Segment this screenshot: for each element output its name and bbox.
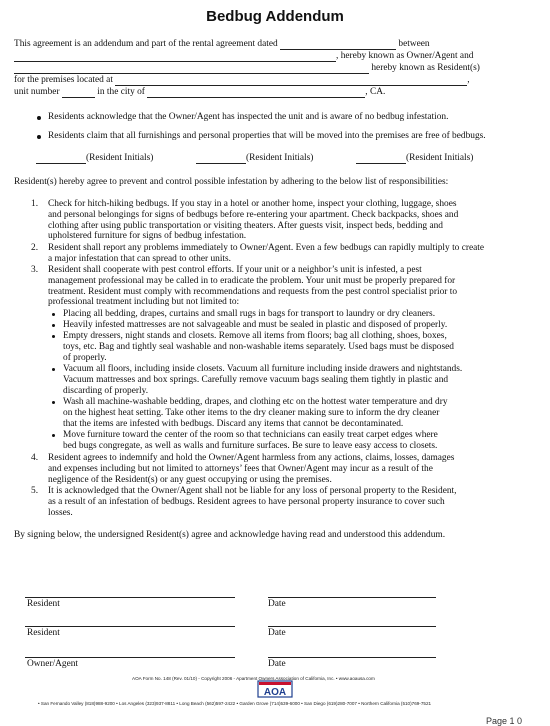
item-2: Resident shall report any problems immediately to Owner/Agent. Even a few bedbugs can rapidly multiply to create a major infestation that can spread to other units.	[48, 243, 485, 264]
initials-2: (Resident Initials)	[196, 153, 313, 164]
date-label: Date	[268, 599, 286, 609]
footer-contacts: • San Fernando Valley (818)988-9200 • Los Angeles (323)937-8811 • Long Beach (562)597-2422 • Garden Grove (714)539-6000 • San Diego (619)280-7007 • Northern California (510)769-7521	[38, 701, 432, 706]
subitem-3: Empty dressers, night stands and closets. Remove all items from floors; bag all clothing, shoes, boxes, toys, etc. Bag and tightly seal washable and non-washable items separately. Used bags must be disposed of properly.	[63, 331, 454, 363]
subitem-5: Wash all machine-washable bedding, drapes, and clothing etc on the hottest water temperature and dry on the highest heat setting. Take other items to the dry cleaner making sure to inform the dry cleaner that the items are infested with bedbugs. Discard any items that cannot be decontaminated.	[63, 397, 448, 429]
bullet-icon	[52, 313, 55, 316]
acknowledgement-2: Residents claim that all furnishings and personal properties that will be moved into the premises are free of bedbugs.	[48, 131, 486, 141]
initials-blank[interactable]	[196, 154, 246, 164]
subitem-2: Heavily infested mattresses are not salvageable and must be sealed in plastic and disposed of properly.	[63, 320, 448, 330]
resident-signature-line[interactable]	[25, 626, 235, 627]
owner-agent-blank[interactable]	[14, 52, 336, 62]
acknowledgement-1: Residents acknowledge that the Owner/Agent has inspected the unit and is aware of no bedbug infestation.	[48, 112, 449, 122]
page-number: Page 1 0	[486, 716, 523, 726]
bullet-icon	[52, 401, 55, 404]
date-label: Date	[268, 628, 286, 638]
initials-3: (Resident Initials)	[356, 153, 473, 164]
item-number: 1.	[31, 199, 39, 209]
resident-name-blank[interactable]	[14, 64, 369, 74]
date-signature-line[interactable]	[268, 626, 436, 627]
bullet-icon	[37, 135, 41, 139]
bullet-icon	[37, 116, 41, 120]
bullet-icon	[52, 335, 55, 338]
rental-date-blank[interactable]	[280, 40, 396, 50]
signature-label: Owner/Agent	[27, 659, 79, 669]
aoa-logo-icon	[257, 680, 293, 698]
unit-number-blank[interactable]	[62, 88, 95, 98]
item-5: It is acknowledged that the Owner/Agent shall not be liable for any loss of personal property to the Resident, as a result of an infestation of bedbugs. Resident agrees to have personal property insurance to cover such losses.	[48, 486, 457, 518]
svg-text:AOA: AOA	[263, 687, 287, 698]
item-4: Resident agrees to indemnify and hold the Owner/Agent harmless from any actions, claims, losses, damages and expenses including but not limited to attorneys’ fees that Owner/Agent may incur as a result of the negligence of the Resident(s) or any guest occupying or using the premises.	[48, 453, 455, 485]
signature-label: Resident	[27, 599, 60, 609]
date-signature-line[interactable]	[268, 657, 436, 658]
owner-agent-signature-line[interactable]	[25, 657, 235, 658]
signature-label: Resident	[27, 628, 60, 638]
item-number: 5.	[31, 486, 39, 496]
item-number: 4.	[31, 453, 39, 463]
intro-line-3: hereby known as Resident(s)	[14, 63, 480, 74]
item-number: 2.	[31, 243, 39, 253]
premises-address-blank[interactable]	[115, 76, 467, 86]
intro-line-4: for the premises located at ,	[14, 75, 470, 85]
item-1: Check for hitch-hiking bedbugs. If you stay in a hotel or another home, inspect your clothing, luggage, shoes and personal belongings for signs of bedbugs before re-entering your apartment. Check backpacks, shoes and clothing after using public transportation or visiting theaters. After guests visit, inspect beds, bedding and upholstered furniture for signs of bedbug infestation.	[48, 199, 459, 242]
initials-blank[interactable]	[356, 154, 406, 164]
intro-line-1: This agreement is an addendum and part of the rental agreement dated between	[14, 39, 430, 49]
initials-1: (Resident Initials)	[36, 153, 153, 164]
bullet-icon	[52, 368, 55, 371]
date-label: Date	[268, 659, 286, 669]
aoa-logo	[257, 680, 293, 698]
subitem-4: Vacuum all floors, including inside closets. Vacuum all furniture including inside drawers and nightstands. Vacuum mattresses and box springs. Carefully remove vacuum bags sealing them tightly in plastic and discarding of properly.	[63, 364, 463, 396]
document-title: Bedbug Addendum	[206, 8, 344, 25]
city-blank[interactable]	[147, 88, 365, 98]
intro-line-5: unit number in the city of , CA.	[14, 87, 386, 97]
resident-signature-line[interactable]	[25, 597, 235, 598]
subitem-1: Placing all bedding, drapes, curtains and small rugs in bags for transport to laundry or dry cleaners.	[63, 309, 436, 319]
closing-statement: By signing below, the undersigned Resident(s) agree and acknowledge having read and understood this addendum.	[14, 530, 446, 540]
item-number: 3.	[31, 265, 39, 275]
initials-blank[interactable]	[36, 154, 86, 164]
item-3: Resident shall cooperate with pest control efforts. If your unit or a neighbor’s unit is infested, a pest management professional may be called in to eradicate the problem. Your unit must be properly prepared for treatment. Resident must comply with recommendations and requests from the pest control specialist prior to professional treatment including but not limited to:	[48, 265, 458, 308]
intro-line-2: , hereby known as Owner/Agent and	[14, 51, 473, 62]
footer-form-info: AOA Form No. 148 (Rev. 01/10) - Copyright 2006 - Apartment Owners Association of California, Inc. • www.aoausa.com	[132, 676, 375, 681]
bullet-icon	[52, 324, 55, 327]
bullet-icon	[52, 434, 55, 437]
responsibilities-intro: Resident(s) hereby agree to prevent and control possible infestation by adhering to the below list of responsibilities:	[14, 177, 449, 187]
subitem-6: Move furniture toward the center of the room so that technicians can easily treat carpet edges where bed bugs congregate, as well as walls and furniture surfaces. Be sure to leave easy access to closets.	[63, 430, 438, 451]
date-signature-line[interactable]	[268, 597, 436, 598]
